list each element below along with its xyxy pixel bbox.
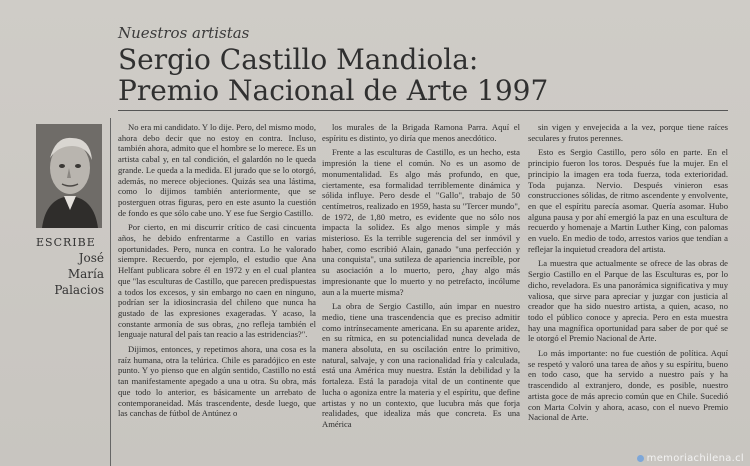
author-name-line: Palacios — [54, 283, 104, 297]
author-name-line: José — [78, 251, 104, 265]
paragraph: No era mi candidato. Y lo dije. Pero, del mismo modo, ahora debo decir que no estoy en contra. Incluso, también ahora, admito que el hombre se lo merece. Es un artista cabal y, en tal condición, el galardón no le queda grande. Le queda a la medida. El jurado que se lo otorgó, además, no merece objeciones. Quizás sea una lástima, como lo dijimos también anteriormente, que se posterguen otras figuras, pero en este asunto la cuestión de fondo es que sólo cabe uno. Y ese fue Sergio Castillo. — [118, 122, 316, 218]
watermark-logo-icon — [637, 455, 644, 462]
byline-author — [34, 250, 104, 298]
author-name-line: María — [67, 267, 104, 281]
paragraph: Dijimos, entonces, y repetimos ahora, una cosa es la raíz humana, otra la telúrica. Chile es paradójico en este punto. Y yo pienso que en algún sentido, Castillo no está tan manifestamente apegado a una u otra. Su obra, más que todo lo anterior, es básicamente un arrebato de contemporaneidad. Más trascendente, desde luego, que las canchas de fútbol de Antúnez o — [118, 344, 316, 419]
paragraph: La muestra que actualmente se ofrece de las obras de Sergio Castillo en el Parque de las Esculturas es, por lo dicho, reveladora. Es una panorámica significativa y muy valiosa, que sirve para apreciar y juzgar con justicia al creador que ha sido nuestro artista, a quien, acaso, no todo el público conoce y aprecia. Pero en esta muestra hay una magnífica oportunidad para saber de por qué se le otorgó el Premio Nacional de Arte. — [528, 258, 728, 344]
paragraph: Lo más importante: no fue cuestión de política. Aquí se respetó y valoró una tarea de años y su espíritu, bueno en todo caso, que ha servido a nuestro país y ha trascendido al extranjero, donde, es posible, nuestro artista goce de más aprecio común que en Chile. Sucedió con Marta Colvin y ahora, acaso, con el nuevo Premio Nacional de Arte. — [528, 348, 728, 423]
byline-label: ESCRIBE — [36, 236, 96, 249]
paragraph: Esto es Sergio Castillo, pero sólo en parte. En el principio fueron los toros. Después fue la mujer. En el principio la imagen era toda fuerza, toda exterioridad. Toda pujanza. Nervio. Después vinieron esas construcciones sólidas, de ritmo ascendente y envolvente, en que el espíritu parecía asomar. Quería asomar. Hubo alguna pausa y por ahí emergió la paz en una escultura de recuerdo y homenaje a Martin Luther King, con palomas en vuelo. En medio de todo, arrestos varios que tendían a reflejar la inquietud creadora del artista. — [528, 147, 728, 254]
article-column-2 — [322, 122, 520, 466]
column-divider-left — [110, 118, 111, 466]
paragraph: los murales de la Brigada Ramona Parra. Aquí el espíritu es distinto, yo diría que menos anecdótico. — [322, 122, 520, 143]
paragraph: La obra de Sergio Castillo, aún impar en nuestro medio, tiene una trascendencia que es preciso admitir como intrínsecamente americana. En su aparente aridez, en su rítmica, en su potencialidad nunca develada de manera absoluta, en su oscilación entre lo primitivo, natural, salvaje, y con una racionalidad fría y calculada, está una América muy nuestra. Están la debilidad y la fortaleza. Está la paradoja vital de un continente que lucha o agoniza entre la materia y el espíritu, que define artistas y no un contexto, que lucubra más que forja realidades, que idealiza más que concreta. Es una América — [322, 301, 520, 429]
watermark-text: memoriachilena.cl — [646, 453, 744, 464]
paragraph: sin vigen y envejecida a la vez, porque tiene raíces seculares y frutos perennes. — [528, 122, 728, 143]
source-watermark — [637, 453, 744, 464]
article-column-3 — [528, 122, 728, 466]
author-portrait — [36, 124, 102, 228]
headline-rule — [118, 110, 728, 111]
paragraph: Frente a las esculturas de Castillo, es un hecho, esta impresión la tiene el común. No es un asomo de monumentalidad. Es algo más profundo, en que, ciertamente, esa formalidad terriblemente dinámica y sólida influye. Pero desde el "Gallo", trabajo de 50 centímetros, realizado en 1959, hasta su "Tercer mundo", de 1972, de 1,80 metro, es evidente que no sólo nos impacta la solidez. Es algo menos simple y más misterioso. Es la terrible sugerencia del ser inmóvil y haber, como escribió Alain, ganado "una perfección y una conquista", una sutileza de apariencia increíble, por su asociación a lo muerto, pero, ¿hay algo más impresionante que lo muerto y no petrefacto, incólume aun a la muerte misma? — [322, 147, 520, 297]
article-column-1 — [118, 122, 316, 466]
article-headline: Sergio Castillo Mandiola: Premio Nacional de Arte 1997 — [118, 43, 549, 107]
section-heading: Nuestros artistas — [118, 24, 250, 42]
paragraph: Por cierto, en mi discurrir crítico de casi cincuenta años, he debido enfrentarme a Castillo en varias oportunidades. Pero, nunca en contra. Lo he valorado siempre. Recuerdo, por ejemplo, el estudio que Ana Helfant publicara sobre él en 1972 y en el cual plantea que "las esculturas de Castillo, que parecen predispuestas a todos los excesos, y sin embargo no caen en ninguno, podrían ser la idiosincrasia del chileno que nunca ha gustado de las expresiones exageradas. Y acaso, la constante armonía de sus obras, ¿no refleja también el lenguaje natural del país tan reacio a las estridencias?". — [118, 222, 316, 340]
